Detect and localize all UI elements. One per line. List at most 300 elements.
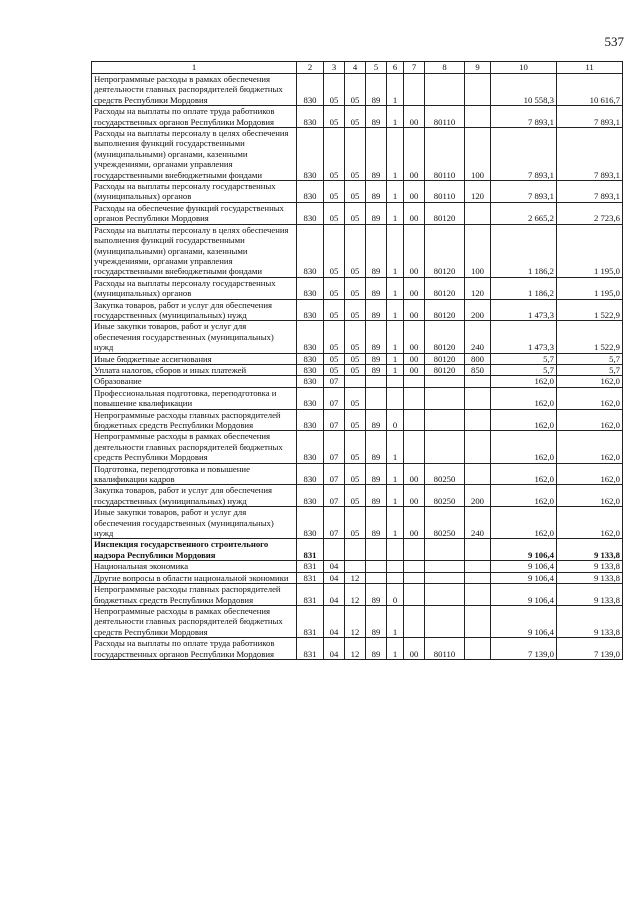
column-header: 1 xyxy=(92,62,297,74)
code-program xyxy=(366,572,387,583)
code-group xyxy=(404,572,425,583)
table-row xyxy=(92,605,623,637)
code-subsection xyxy=(345,539,366,561)
amount-year-1: 1 473,3 xyxy=(491,299,557,321)
expense-name: Иные закупки товаров, работ и услуг для обеспечения государственных (муниципальных) нужд xyxy=(92,321,297,353)
code-program: 89 xyxy=(366,485,387,507)
amount-year-2: 1 522,9 xyxy=(557,321,623,353)
table-row xyxy=(92,584,623,606)
code-chapter: 831 xyxy=(297,605,324,637)
code-target xyxy=(425,539,465,561)
code-group: 00 xyxy=(404,364,425,375)
code-target: 80250 xyxy=(425,507,465,539)
amount-year-2: 2 723,6 xyxy=(557,202,623,224)
expense-name: Иные закупки товаров, работ и услуг для обеспечения государственных (муниципальных) нужд xyxy=(92,507,297,539)
code-program: 89 xyxy=(366,463,387,485)
table-body xyxy=(92,74,623,660)
code-section: 04 xyxy=(324,638,345,660)
code-subsection: 05 xyxy=(345,353,366,364)
column-header: 7 xyxy=(404,62,425,74)
table-row xyxy=(92,409,623,431)
expense-name: Закупка товаров, работ и услуг для обеспечения государственных (муниципальных) нужд xyxy=(92,299,297,321)
amount-year-2: 9 133,8 xyxy=(557,584,623,606)
expense-name: Расходы на выплаты персоналу государственных (муниципальных) органов xyxy=(92,277,297,299)
code-section: 05 xyxy=(324,364,345,375)
code-section: 05 xyxy=(324,128,345,181)
code-subprogram: 1 xyxy=(387,128,404,181)
amount-year-1: 162,0 xyxy=(491,376,557,387)
code-section: 07 xyxy=(324,507,345,539)
code-subsection: 05 xyxy=(345,485,366,507)
code-target: 80110 xyxy=(425,128,465,181)
amount-year-2: 9 133,8 xyxy=(557,561,623,572)
code-chapter: 830 xyxy=(297,224,324,277)
code-subsection: 12 xyxy=(345,638,366,660)
code-subsection: 12 xyxy=(345,605,366,637)
code-subprogram: 1 xyxy=(387,605,404,637)
amount-year-2: 5,7 xyxy=(557,353,623,364)
code-expense-type: 100 xyxy=(465,224,491,277)
code-expense-type: 850 xyxy=(465,364,491,375)
code-subprogram: 1 xyxy=(387,74,404,106)
column-header: 10 xyxy=(491,62,557,74)
code-group xyxy=(404,387,425,409)
code-subprogram: 1 xyxy=(387,485,404,507)
code-subsection: 05 xyxy=(345,181,366,203)
code-subsection xyxy=(345,561,366,572)
amount-year-1: 10 558,3 xyxy=(491,74,557,106)
amount-year-2: 7 893,1 xyxy=(557,128,623,181)
code-group: 00 xyxy=(404,638,425,660)
code-program: 89 xyxy=(366,353,387,364)
amount-year-1: 162,0 xyxy=(491,431,557,463)
code-program: 89 xyxy=(366,181,387,203)
amount-year-2: 162,0 xyxy=(557,507,623,539)
table-row xyxy=(92,485,623,507)
code-program: 89 xyxy=(366,321,387,353)
code-expense-type xyxy=(465,376,491,387)
code-expense-type xyxy=(465,584,491,606)
code-subsection: 12 xyxy=(345,584,366,606)
code-subsection: 05 xyxy=(345,431,366,463)
expense-name: Непрограммные расходы в рамках обеспечения деятельности главных распорядителей бюджетных средств Республики Мордовия xyxy=(92,431,297,463)
table-row xyxy=(92,463,623,485)
code-target: 80250 xyxy=(425,485,465,507)
code-target: 80120 xyxy=(425,364,465,375)
code-subprogram: 1 xyxy=(387,353,404,364)
code-group: 00 xyxy=(404,106,425,128)
code-subsection: 05 xyxy=(345,507,366,539)
code-program: 89 xyxy=(366,74,387,106)
expense-name: Непрограммные расходы главных распорядителей бюджетных средств Республики Мордовия xyxy=(92,584,297,606)
code-group: 00 xyxy=(404,181,425,203)
code-section: 05 xyxy=(324,181,345,203)
table-row xyxy=(92,561,623,572)
code-subprogram: 1 xyxy=(387,321,404,353)
code-expense-type: 120 xyxy=(465,181,491,203)
code-group: 00 xyxy=(404,128,425,181)
expense-name: Непрограммные расходы главных распорядителей бюджетных средств Республики Мордовия xyxy=(92,409,297,431)
code-chapter: 830 xyxy=(297,277,324,299)
table-row xyxy=(92,364,623,375)
expense-name: Расходы на обеспечение функций государственных органов Республики Мордовия xyxy=(92,202,297,224)
code-program xyxy=(366,539,387,561)
budget-table xyxy=(91,61,623,660)
code-subsection: 05 xyxy=(345,224,366,277)
column-header: 2 xyxy=(297,62,324,74)
code-section: 05 xyxy=(324,106,345,128)
expense-name: Закупка товаров, работ и услуг для обеспечения государственных (муниципальных) нужд xyxy=(92,485,297,507)
code-expense-type xyxy=(465,463,491,485)
code-chapter: 831 xyxy=(297,638,324,660)
code-subprogram: 0 xyxy=(387,409,404,431)
code-group xyxy=(404,409,425,431)
code-chapter: 830 xyxy=(297,106,324,128)
code-chapter: 831 xyxy=(297,561,324,572)
code-section: 07 xyxy=(324,463,345,485)
code-program: 89 xyxy=(366,584,387,606)
expense-name: Образование xyxy=(92,376,297,387)
expense-name: Непрограммные расходы в рамках обеспечения деятельности главных распорядителей бюджетных средств Республики Мордовия xyxy=(92,74,297,106)
code-target: 80120 xyxy=(425,321,465,353)
amount-year-2: 9 133,8 xyxy=(557,605,623,637)
amount-year-1: 7 893,1 xyxy=(491,128,557,181)
code-target xyxy=(425,387,465,409)
code-expense-type xyxy=(465,561,491,572)
code-subsection: 05 xyxy=(345,409,366,431)
code-target: 80110 xyxy=(425,638,465,660)
amount-year-1: 7 893,1 xyxy=(491,106,557,128)
code-program: 89 xyxy=(366,364,387,375)
amount-year-2: 9 133,8 xyxy=(557,539,623,561)
code-chapter: 831 xyxy=(297,572,324,583)
code-expense-type xyxy=(465,106,491,128)
code-program xyxy=(366,387,387,409)
code-expense-type: 120 xyxy=(465,277,491,299)
code-expense-type xyxy=(465,387,491,409)
code-section xyxy=(324,539,345,561)
code-group: 00 xyxy=(404,299,425,321)
code-subsection xyxy=(345,376,366,387)
amount-year-1: 7 893,1 xyxy=(491,181,557,203)
code-program: 89 xyxy=(366,277,387,299)
code-program: 89 xyxy=(366,507,387,539)
code-group xyxy=(404,74,425,106)
code-chapter: 830 xyxy=(297,431,324,463)
code-target: 80110 xyxy=(425,106,465,128)
code-chapter: 830 xyxy=(297,128,324,181)
code-subsection: 05 xyxy=(345,202,366,224)
code-subprogram: 1 xyxy=(387,299,404,321)
amount-year-2: 5,7 xyxy=(557,364,623,375)
amount-year-1: 5,7 xyxy=(491,364,557,375)
code-chapter: 830 xyxy=(297,485,324,507)
code-section: 07 xyxy=(324,376,345,387)
code-subprogram: 0 xyxy=(387,584,404,606)
amount-year-2: 7 893,1 xyxy=(557,106,623,128)
code-program xyxy=(366,561,387,572)
table-row xyxy=(92,638,623,660)
code-subprogram xyxy=(387,539,404,561)
code-group: 00 xyxy=(404,353,425,364)
expense-name: Расходы на выплаты по оплате труда работников государственных органов Республики Мордовия xyxy=(92,638,297,660)
table-row xyxy=(92,387,623,409)
code-group: 00 xyxy=(404,507,425,539)
code-section: 05 xyxy=(324,202,345,224)
table-row xyxy=(92,539,623,561)
code-expense-type: 200 xyxy=(465,299,491,321)
code-section: 04 xyxy=(324,605,345,637)
code-chapter: 830 xyxy=(297,409,324,431)
header-row xyxy=(92,62,623,74)
code-subsection: 05 xyxy=(345,128,366,181)
amount-year-1: 9 106,4 xyxy=(491,605,557,637)
code-subprogram: 1 xyxy=(387,507,404,539)
code-section: 05 xyxy=(324,299,345,321)
table-row xyxy=(92,321,623,353)
code-subprogram: 1 xyxy=(387,106,404,128)
column-header: 4 xyxy=(345,62,366,74)
expense-name: Непрограммные расходы в рамках обеспечения деятельности главных распорядителей бюджетных средств Республики Мордовия xyxy=(92,605,297,637)
table-row xyxy=(92,106,623,128)
amount-year-2: 1 195,0 xyxy=(557,224,623,277)
code-group: 00 xyxy=(404,463,425,485)
column-header: 11 xyxy=(557,62,623,74)
amount-year-2: 1 195,0 xyxy=(557,277,623,299)
code-subsection: 05 xyxy=(345,277,366,299)
code-expense-type xyxy=(465,572,491,583)
code-section: 04 xyxy=(324,561,345,572)
code-target: 80120 xyxy=(425,277,465,299)
code-chapter: 830 xyxy=(297,74,324,106)
amount-year-1: 9 106,4 xyxy=(491,572,557,583)
expense-name: Национальная экономика xyxy=(92,561,297,572)
table-row xyxy=(92,431,623,463)
code-chapter: 830 xyxy=(297,353,324,364)
code-target xyxy=(425,584,465,606)
code-subsection: 05 xyxy=(345,299,366,321)
code-subprogram: 1 xyxy=(387,224,404,277)
amount-year-2: 7 893,1 xyxy=(557,181,623,203)
code-subprogram xyxy=(387,572,404,583)
amount-year-2: 162,0 xyxy=(557,485,623,507)
amount-year-1: 162,0 xyxy=(491,507,557,539)
code-program: 89 xyxy=(366,605,387,637)
code-subprogram: 1 xyxy=(387,463,404,485)
amount-year-2: 162,0 xyxy=(557,431,623,463)
amount-year-1: 162,0 xyxy=(491,463,557,485)
code-chapter: 830 xyxy=(297,321,324,353)
code-program xyxy=(366,376,387,387)
code-subsection: 05 xyxy=(345,387,366,409)
code-section: 05 xyxy=(324,224,345,277)
amount-year-1: 1 473,3 xyxy=(491,321,557,353)
code-chapter: 830 xyxy=(297,364,324,375)
code-section: 07 xyxy=(324,485,345,507)
code-expense-type: 240 xyxy=(465,321,491,353)
amount-year-2: 162,0 xyxy=(557,376,623,387)
code-program: 89 xyxy=(366,128,387,181)
table-row xyxy=(92,202,623,224)
code-program: 89 xyxy=(366,106,387,128)
code-expense-type: 240 xyxy=(465,507,491,539)
table-row xyxy=(92,507,623,539)
code-chapter: 831 xyxy=(297,539,324,561)
code-expense-type xyxy=(465,74,491,106)
amount-year-1: 9 106,4 xyxy=(491,584,557,606)
amount-year-1: 162,0 xyxy=(491,409,557,431)
code-subprogram: 1 xyxy=(387,277,404,299)
code-expense-type xyxy=(465,539,491,561)
amount-year-1: 1 186,2 xyxy=(491,277,557,299)
expense-name: Уплата налогов, сборов и иных платежей xyxy=(92,364,297,375)
amount-year-1: 5,7 xyxy=(491,353,557,364)
code-expense-type xyxy=(465,202,491,224)
amount-year-1: 162,0 xyxy=(491,387,557,409)
expense-name: Иные бюджетные ассигнования xyxy=(92,353,297,364)
amount-year-2: 10 616,7 xyxy=(557,74,623,106)
code-target xyxy=(425,605,465,637)
code-section: 04 xyxy=(324,584,345,606)
code-program: 89 xyxy=(366,202,387,224)
code-chapter: 831 xyxy=(297,584,324,606)
code-group: 00 xyxy=(404,277,425,299)
code-chapter: 830 xyxy=(297,181,324,203)
code-program: 89 xyxy=(366,224,387,277)
code-section: 05 xyxy=(324,321,345,353)
amount-year-1: 162,0 xyxy=(491,485,557,507)
code-target: 80120 xyxy=(425,202,465,224)
code-subsection: 05 xyxy=(345,106,366,128)
code-group xyxy=(404,605,425,637)
code-target xyxy=(425,572,465,583)
code-chapter: 830 xyxy=(297,507,324,539)
code-expense-type: 800 xyxy=(465,353,491,364)
code-target xyxy=(425,409,465,431)
code-target: 80120 xyxy=(425,299,465,321)
column-header: 9 xyxy=(465,62,491,74)
code-subprogram: 1 xyxy=(387,364,404,375)
code-target xyxy=(425,376,465,387)
code-target xyxy=(425,431,465,463)
code-subprogram xyxy=(387,376,404,387)
expense-name: Расходы на выплаты персоналу государственных (муниципальных) органов xyxy=(92,181,297,203)
table-row xyxy=(92,376,623,387)
code-section: 04 xyxy=(324,572,345,583)
expense-name: Подготовка, переподготовка и повышение квалификации кадров xyxy=(92,463,297,485)
code-subprogram: 1 xyxy=(387,181,404,203)
code-target: 80120 xyxy=(425,353,465,364)
code-target: 80120 xyxy=(425,224,465,277)
code-section: 05 xyxy=(324,74,345,106)
column-header: 3 xyxy=(324,62,345,74)
code-subprogram: 1 xyxy=(387,202,404,224)
code-section: 07 xyxy=(324,431,345,463)
expense-name: Расходы на выплаты персоналу в целях обеспечения выполнения функций государственными (муниципальными) органами, казенными учреждениями, органами управления государственными внебюджетными фондами xyxy=(92,128,297,181)
code-group xyxy=(404,431,425,463)
code-group: 00 xyxy=(404,485,425,507)
code-expense-type xyxy=(465,409,491,431)
table-row xyxy=(92,277,623,299)
code-subsection: 05 xyxy=(345,364,366,375)
code-subsection: 05 xyxy=(345,463,366,485)
code-section: 07 xyxy=(324,409,345,431)
code-chapter: 830 xyxy=(297,387,324,409)
code-subprogram: 1 xyxy=(387,638,404,660)
code-expense-type xyxy=(465,431,491,463)
code-group: 00 xyxy=(404,202,425,224)
expense-name: Другие вопросы в области национальной экономики xyxy=(92,572,297,583)
code-subsection: 12 xyxy=(345,572,366,583)
code-section: 05 xyxy=(324,277,345,299)
amount-year-2: 162,0 xyxy=(557,463,623,485)
expense-name: Расходы на выплаты по оплате труда работников государственных органов Республики Мордовия xyxy=(92,106,297,128)
code-program: 89 xyxy=(366,299,387,321)
amount-year-1: 9 106,4 xyxy=(491,561,557,572)
code-group: 00 xyxy=(404,321,425,353)
expense-name: Инспекция государственного строительного надзора Республики Мордовия xyxy=(92,539,297,561)
code-subsection: 05 xyxy=(345,74,366,106)
amount-year-2: 9 133,8 xyxy=(557,572,623,583)
code-program: 89 xyxy=(366,409,387,431)
amount-year-1: 9 106,4 xyxy=(491,539,557,561)
code-subprogram xyxy=(387,561,404,572)
amount-year-1: 7 139,0 xyxy=(491,638,557,660)
code-subsection: 05 xyxy=(345,321,366,353)
amount-year-1: 2 665,2 xyxy=(491,202,557,224)
code-target: 80110 xyxy=(425,181,465,203)
code-subprogram: 1 xyxy=(387,431,404,463)
code-chapter: 830 xyxy=(297,202,324,224)
table-row xyxy=(92,74,623,106)
table-row xyxy=(92,181,623,203)
amount-year-2: 7 139,0 xyxy=(557,638,623,660)
code-chapter: 830 xyxy=(297,299,324,321)
table-row xyxy=(92,299,623,321)
column-header: 8 xyxy=(425,62,465,74)
expense-name: Профессиональная подготовка, переподготовка и повышение квалификации xyxy=(92,387,297,409)
expense-name: Расходы на выплаты персоналу в целях обеспечения выполнения функций государственными (муниципальными) органами, казенными учреждениями, органами управления государственными внебюджетными фондами xyxy=(92,224,297,277)
code-group: 00 xyxy=(404,224,425,277)
code-program: 89 xyxy=(366,431,387,463)
amount-year-1: 1 186,2 xyxy=(491,224,557,277)
code-target xyxy=(425,74,465,106)
table-row xyxy=(92,572,623,583)
table-row xyxy=(92,128,623,181)
code-expense-type: 200 xyxy=(465,485,491,507)
amount-year-2: 162,0 xyxy=(557,409,623,431)
code-group xyxy=(404,584,425,606)
code-section: 07 xyxy=(324,387,345,409)
code-group xyxy=(404,376,425,387)
code-subprogram xyxy=(387,387,404,409)
code-group xyxy=(404,539,425,561)
amount-year-2: 1 522,9 xyxy=(557,299,623,321)
column-header: 5 xyxy=(366,62,387,74)
code-target xyxy=(425,561,465,572)
code-expense-type xyxy=(465,605,491,637)
code-group xyxy=(404,561,425,572)
code-expense-type xyxy=(465,638,491,660)
code-expense-type: 100 xyxy=(465,128,491,181)
table-row xyxy=(92,224,623,277)
code-chapter: 830 xyxy=(297,376,324,387)
page-number: 537 xyxy=(604,34,624,49)
code-chapter: 830 xyxy=(297,463,324,485)
amount-year-2: 162,0 xyxy=(557,387,623,409)
code-target: 80250 xyxy=(425,463,465,485)
column-header: 6 xyxy=(387,62,404,74)
